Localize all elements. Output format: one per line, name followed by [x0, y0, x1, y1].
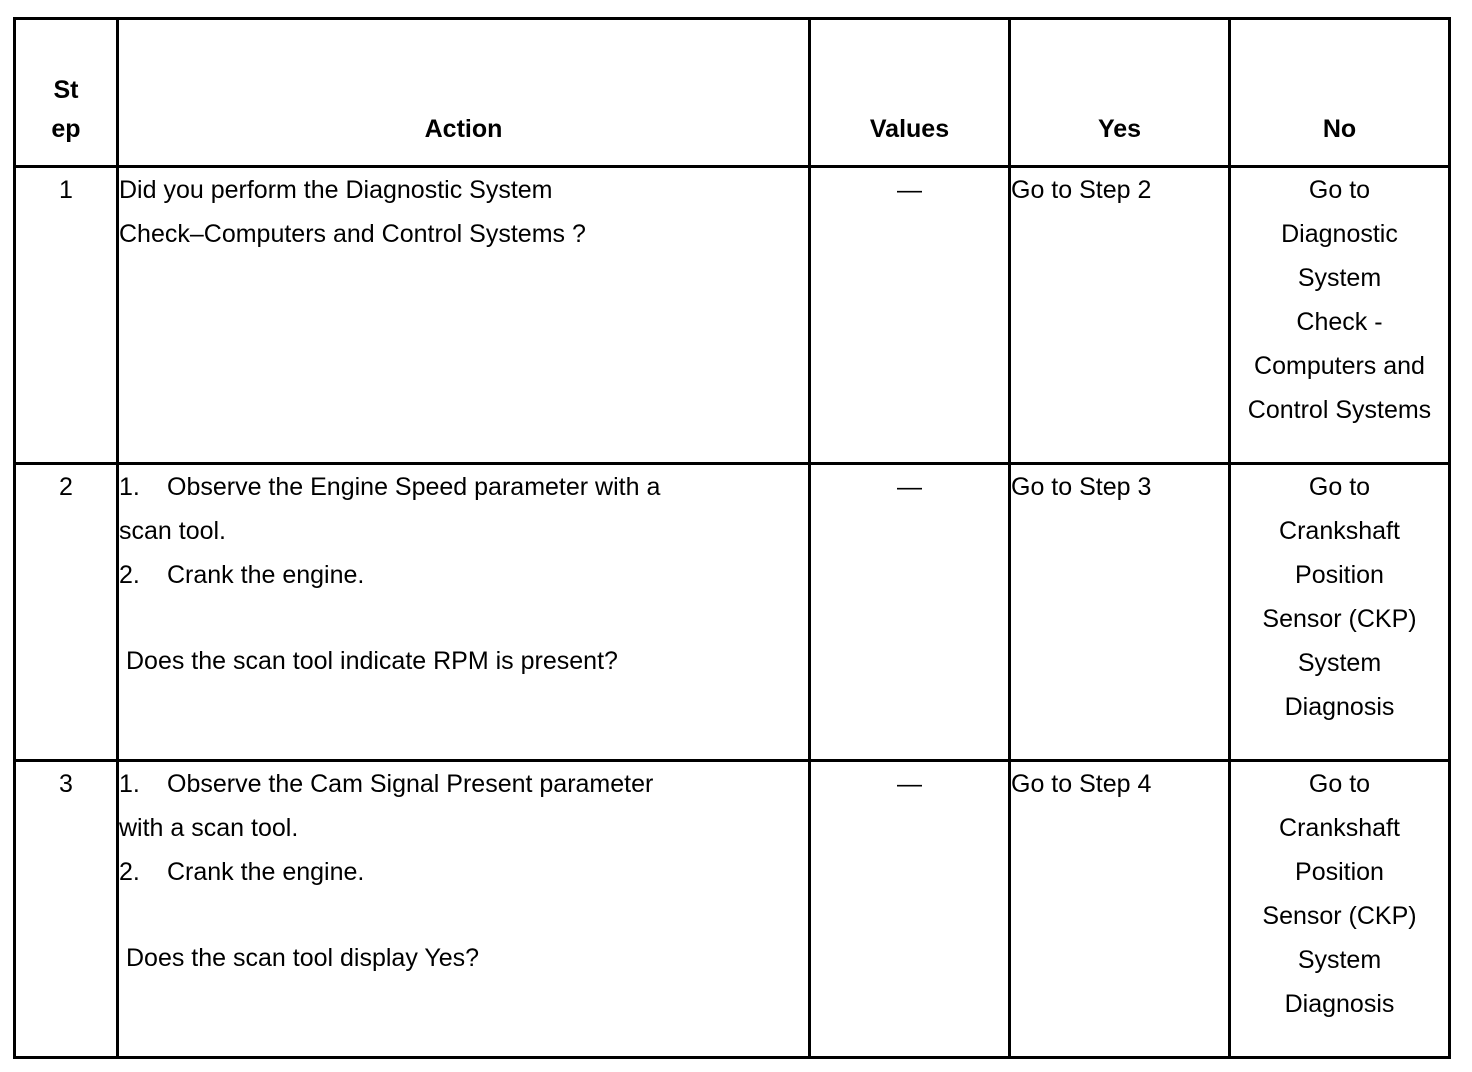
header-row	[15, 19, 1450, 167]
header-step	[15, 19, 118, 167]
yes-cell: Go to Step 3	[1010, 464, 1230, 761]
no-cell: Go to Crankshaft Position Sensor (CKP) System Diagnosis	[1230, 761, 1450, 1058]
action-item: 1. Observe the Cam Signal Present parameter	[119, 770, 654, 798]
header-values: Values	[810, 19, 1010, 167]
table-row	[15, 464, 1450, 761]
step-number: 1	[15, 167, 118, 464]
yes-cell: Go to Step 4	[1010, 761, 1230, 1058]
values-cell: —	[810, 761, 1010, 1058]
header-no: No	[1230, 19, 1450, 167]
action-question: Does the scan tool indicate RPM is present?	[126, 647, 618, 675]
action-item: 1. Observe the Engine Speed parameter with a	[119, 473, 661, 501]
no-cell: Go to Crankshaft Position Sensor (CKP) System Diagnosis	[1230, 464, 1450, 761]
action-item: 2. Crank the engine.	[119, 858, 365, 886]
step-number: 2	[15, 464, 118, 761]
no-cell: Go to Diagnostic System Check - Computers and Control Systems	[1230, 167, 1450, 464]
header-yes: Yes	[1010, 19, 1230, 167]
action-item: 2. Crank the engine.	[119, 561, 365, 589]
header-action: Action	[118, 19, 810, 167]
step-number: 3	[15, 761, 118, 1058]
action-item: with a scan tool.	[119, 814, 299, 842]
action-question: Does the scan tool display Yes?	[126, 944, 480, 972]
action-text: Did you perform the Diagnostic System	[119, 176, 553, 204]
values-cell: —	[810, 464, 1010, 761]
action-text: Check–Computers and Control Systems ?	[119, 220, 586, 248]
action-cell	[118, 167, 810, 464]
action-item: scan tool.	[119, 517, 227, 545]
diagnostic-table	[13, 17, 1451, 1059]
table-row	[15, 167, 1450, 464]
action-cell	[118, 464, 810, 761]
table-row	[15, 761, 1450, 1058]
action-cell	[118, 761, 810, 1058]
header-step-line1: St	[53, 76, 79, 104]
header-step-line2: ep	[51, 115, 81, 143]
yes-cell: Go to Step 2	[1010, 167, 1230, 464]
values-cell: —	[810, 167, 1010, 464]
